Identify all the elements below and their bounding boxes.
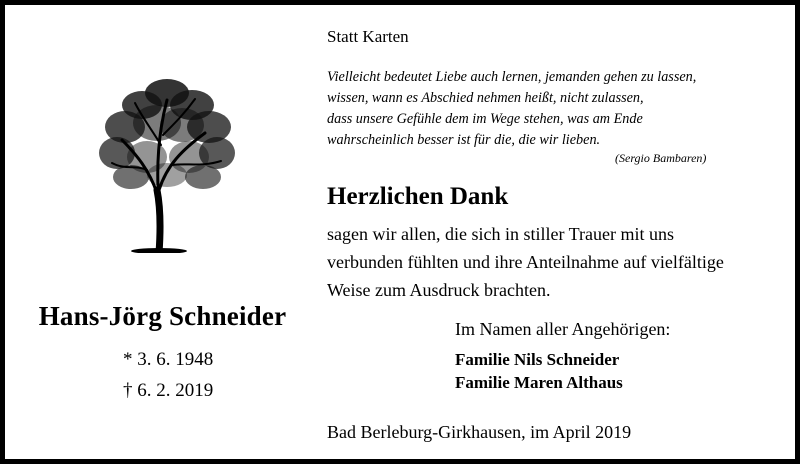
- thanks-line: sagen wir allen, die sich in stiller Trauer mit uns: [327, 224, 674, 244]
- quote-line: wissen, wann es Abschied nehmen heißt, nicht zulassen,: [327, 90, 644, 106]
- thanks-line: verbunden fühlten und ihre Anteilnahme auf vielfältige: [327, 252, 724, 272]
- deceased-panel: [5, 5, 320, 459]
- on-behalf-text: Im Namen aller Angehörigen:: [455, 319, 671, 339]
- quote-line: Vielleicht bedeutet Liebe auch lernen, jemanden gehen zu lassen,: [327, 69, 697, 85]
- notice-header: Statt Karten: [327, 27, 409, 46]
- quote-line: wahrscheinlich besser ist für die, die wir lieben.: [327, 132, 601, 148]
- thanks-body: [327, 220, 787, 304]
- thanks-title: Herzlichen Dank: [327, 183, 509, 210]
- deceased-name: Hans-Jörg Schneider: [38, 301, 287, 331]
- quote-line: dass unsere Gefühle dem im Wege stehen, was am Ende: [327, 111, 643, 127]
- death-date: † 6. 2. 2019: [123, 380, 214, 401]
- birth-date: * 3. 6. 1948: [123, 349, 214, 370]
- thanks-line: Weise zum Ausdruck brachten.: [327, 280, 551, 300]
- family-name: Familie Nils Schneider: [455, 350, 620, 369]
- notice-panel: [327, 5, 795, 459]
- quote-author: (Sergio Bambaren): [615, 151, 707, 165]
- quote: [327, 67, 767, 151]
- place-date: Bad Berleburg-Girkhausen, im April 2019: [327, 422, 632, 442]
- family-name: Familie Maren Althaus: [455, 373, 623, 392]
- tree-icon: [97, 75, 237, 253]
